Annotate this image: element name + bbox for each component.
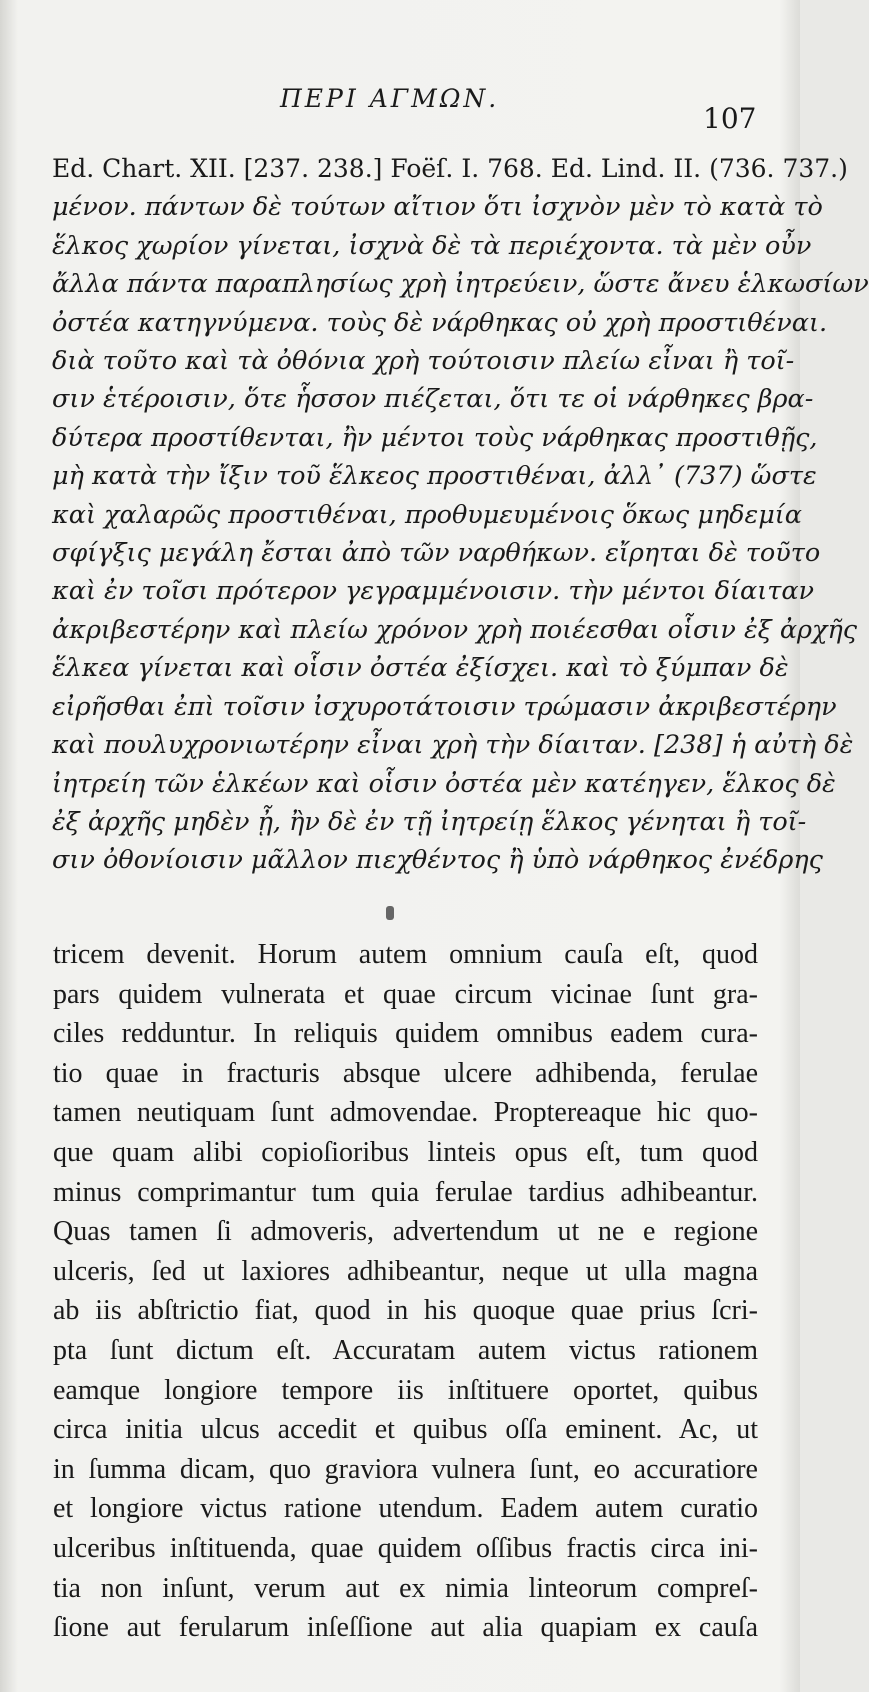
latin-line: ſione aut ferularum inſeſſione aut alia quapiam ex cauſa xyxy=(53,1612,758,1644)
greek-line: σφίγξις μεγάλη ἔσται ἀπὸ τῶν ναρθήκων. εἴρηται δὲ τοῦτο xyxy=(52,538,821,569)
latin-line: in ſumma dicam, quo graviora vulnera ſunt, eo accuratiore xyxy=(53,1453,758,1485)
greek-line: μὴ κατὰ τὴν ἴξιν τοῦ ἕλκεος προστιθέναι, ἀλλ᾽ (737) ὥστε xyxy=(52,461,817,492)
latin-line: et longiore victus ratione utendum. Eadem autem curatio xyxy=(53,1493,758,1525)
latin-line: pta ſunt dictum eſt. Accuratam autem victus rationem xyxy=(53,1334,758,1366)
greek-line: ἰητρείη τῶν ἑλκέων καὶ οἷσιν ὀστέα μὲν κατέηγεν, ἕλκος δὲ xyxy=(52,768,836,799)
section-separator-mark xyxy=(386,906,394,920)
greek-line: μένον. πάντων δὲ τούτων αἴτιον ὅτι ἰσχνὸν μὲν τὸ κατὰ τὸ xyxy=(52,192,823,223)
latin-line: minus comprimantur tum quia ferulae tardius adhibeantur. xyxy=(53,1176,758,1208)
latin-line: que quam alibi copioſioribus linteis opus eſt, tum quod xyxy=(53,1136,758,1168)
latin-line: ab iis abſtrictio fiat, quod in his quoque quae prius ſcri- xyxy=(53,1295,758,1327)
latin-line: ciles redduntur. In reliquis quidem omnibus eadem cura- xyxy=(53,1018,758,1050)
latin-line: ulceris, ſed ut laxiores adhibeantur, neque ut ulla magna xyxy=(53,1255,758,1287)
greek-line: ἕλκος χωρίον γίνεται, ἰσχνὰ δὲ τὰ περιέχοντα. τὰ μὲν οὖν xyxy=(52,230,812,261)
greek-line: καὶ ἐν τοῖσι πρότερον γεγραμμένοισιν. τὴν μέντοι δίαιταν xyxy=(52,576,815,607)
edition-reference: Ed. Chart. XII. [237. 238.] Foëſ. I. 768. Ed. Lind. II. (736. 737.) xyxy=(52,154,848,183)
latin-line: tia non inſunt, verum aut ex nimia linteorum compreſ- xyxy=(53,1572,758,1604)
latin-line: Quas tamen ſi admoveris, advertendum ut ne e regione xyxy=(53,1216,758,1248)
latin-text-block xyxy=(53,935,758,1648)
greek-line: ἕλκεα γίνεται καὶ οἷσιν ὀστέα ἐξίσχει. καὶ τὸ ξύμπαν δὲ xyxy=(52,653,789,684)
running-title: ΠΕΡΙ ΑΓΜΩΝ. xyxy=(280,84,500,113)
greek-line: ὀστέα κατηγνύμενα. τοὺς δὲ νάρθηκας οὐ χρὴ προστιθέναι. xyxy=(52,307,828,338)
greek-line: καὶ χαλαρῶς προστιθέναι, προθυμευμένοις ὅκως μηδεμία xyxy=(52,499,802,530)
greek-line: δύτερα προστίθενται, ἢν μέντοι τοὺς νάρθηκας προστιθῇς, xyxy=(52,422,818,453)
greek-line: σιν ἑτέροισιν, ὅτε ἧσσον πιέζεται, ὅτι τε οἱ νάρθηκες βρα- xyxy=(52,384,814,415)
greek-line: ἄλλα πάντα παραπλησίως χρὴ ἰητρεύειν, ὥστε ἄνευ ἑλκωσίων xyxy=(52,269,869,300)
greek-line: ἐξ ἀρχῆς μηδὲν ᾖ, ἢν δὲ ἐν τῇ ἰητρείῃ ἕλκος γένηται ἢ τοῖ- xyxy=(52,806,807,837)
page-header xyxy=(0,76,800,135)
latin-line: eamque longiore tempore iis inſtituere oportet, quibus xyxy=(53,1374,758,1406)
greek-line: σιν ὀθονίοισιν μᾶλλον πιεχθέντος ἢ ὑπὸ νάρθηκος ἐνέδρης xyxy=(52,845,823,876)
page-number: 107 xyxy=(703,102,757,135)
latin-line: pars quidem vulnerata et quae circum vicinae ſunt gra- xyxy=(53,978,758,1010)
greek-line: εἰρῆσθαι ἐπὶ τοῖσιν ἰσχυροτάτοισιν τρώμασιν ἀκριβεστέρην xyxy=(52,691,837,722)
latin-line: tio quae in fracturis absque ulcere adhibenda, ferulae xyxy=(53,1057,758,1089)
latin-line: ulceribus inſtituenda, quae quidem oſſibus fractis circa ini- xyxy=(53,1532,758,1564)
latin-line: tricem devenit. Horum autem omnium cauſa eſt, quod xyxy=(53,939,758,970)
greek-line: καὶ πουλυχρονιωτέρην εἶναι χρὴ τὴν δίαιταν. [238] ἡ αὐτὴ δὲ xyxy=(52,730,854,761)
greek-line: διὰ τοῦτο καὶ τὰ ὀθόνια χρὴ τούτοισιν πλείω εἶναι ἢ τοῖ- xyxy=(52,346,795,377)
greek-text-block xyxy=(52,150,869,880)
latin-line: tamen neutiquam ſunt admovendae. Proptereaque hic quo- xyxy=(53,1097,758,1129)
latin-line: circa initia ulcus accedit et quibus oſſa eminent. Ac, ut xyxy=(53,1414,758,1446)
greek-line: ἀκριβεστέρην καὶ πλείω χρόνον χρὴ ποιέεσθαι οἷσιν ἐξ ἀρχῆς xyxy=(52,614,858,645)
